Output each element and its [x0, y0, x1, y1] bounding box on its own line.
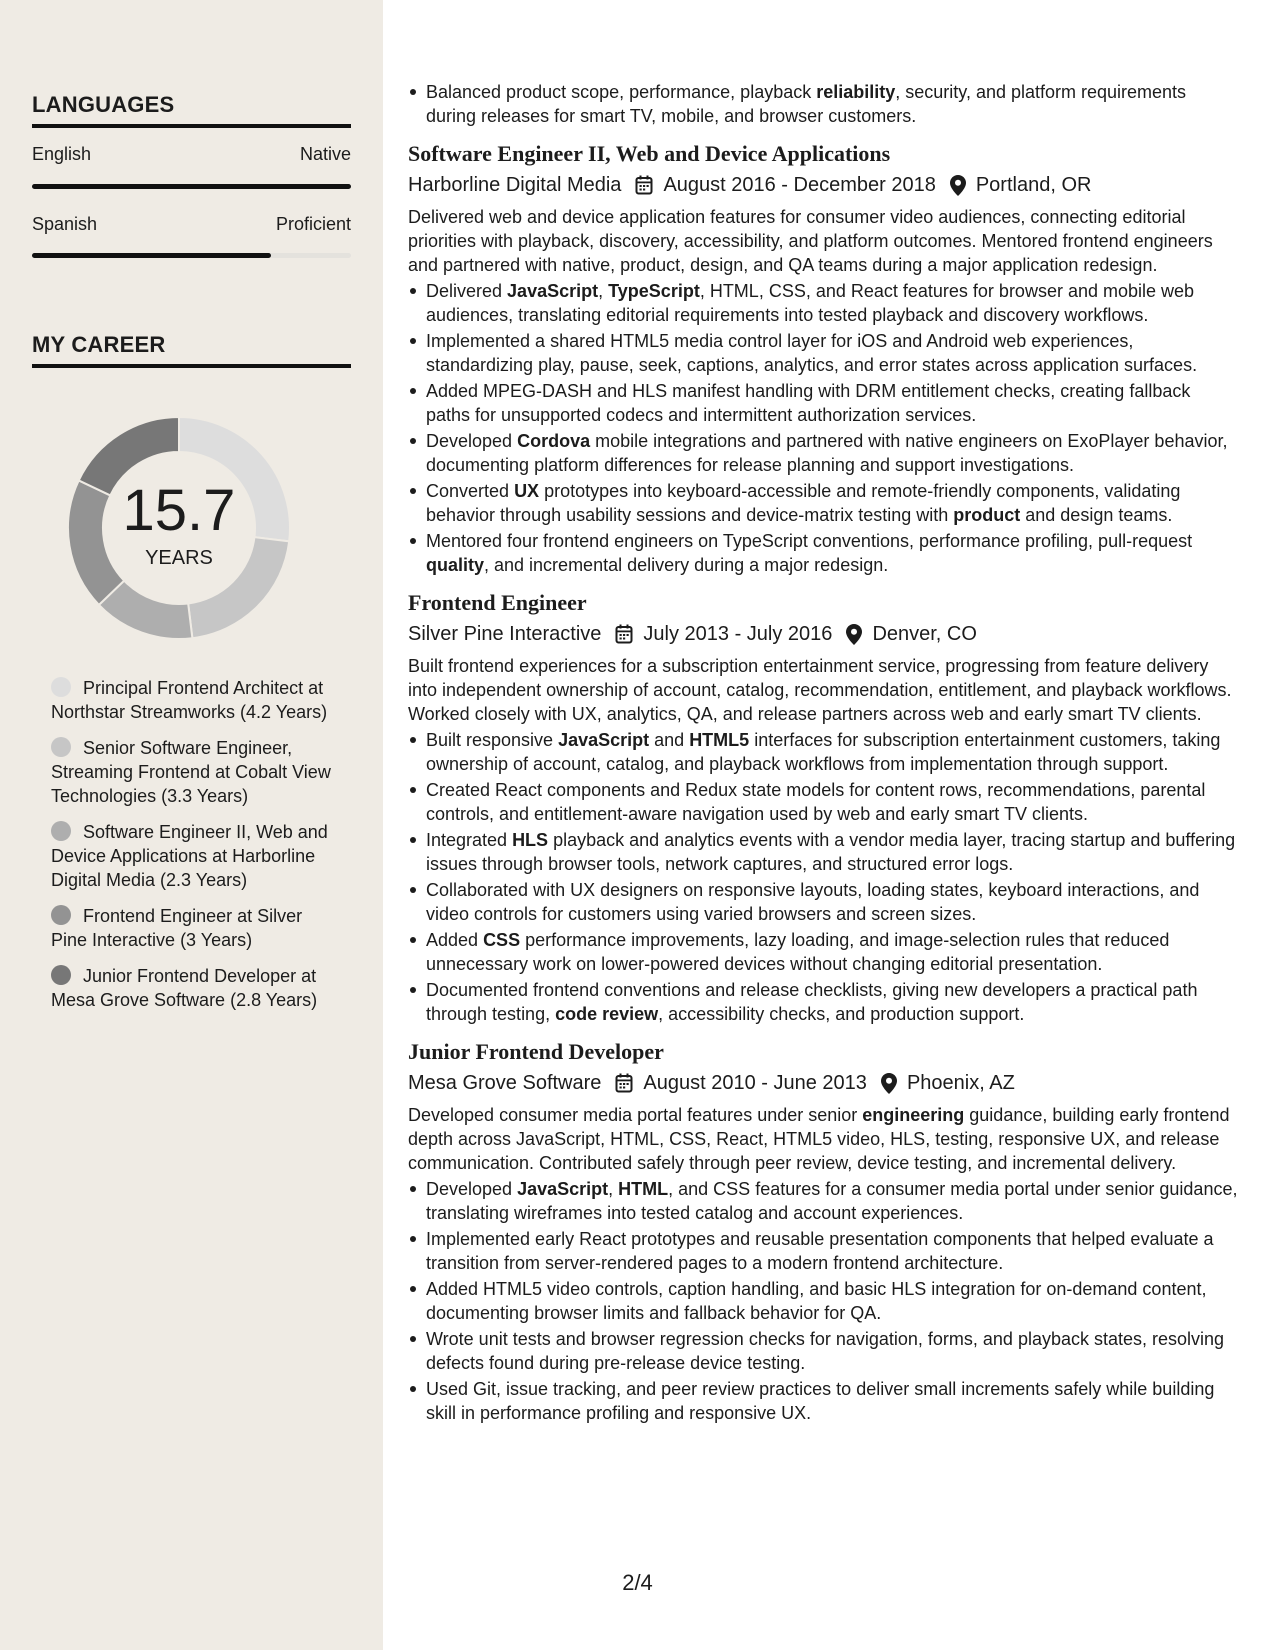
map-pin-icon [950, 175, 966, 196]
experience-list [408, 140, 1238, 1425]
career-total-years: 15.7 [122, 477, 236, 543]
donut-segment-1 [179, 417, 290, 541]
donut-segment-2 [188, 537, 289, 638]
bold-keyword: code review [555, 1004, 659, 1024]
text-run: Developed [426, 431, 518, 451]
job-location: Denver, CO [872, 623, 977, 645]
bullet-item [426, 1327, 1238, 1375]
bold-keyword: quality [426, 555, 485, 575]
text-run: Converted [426, 481, 515, 501]
job-title: Frontend Engineer [408, 590, 587, 615]
job-meta [408, 1069, 1238, 1097]
text-run: Delivered [426, 281, 508, 301]
text-run: Developed [426, 1179, 518, 1199]
job-title: Software Engineer II, Web and Device Applications [408, 141, 891, 166]
language-name: Spanish [32, 214, 98, 234]
career-legend-item [51, 736, 336, 808]
legend-dot [51, 965, 71, 985]
job-summary [408, 1103, 1238, 1175]
bullet-item [426, 1277, 1238, 1325]
bold-keyword: TypeScript [608, 281, 700, 301]
text-run: Implemented early React prototypes and reusable presentation components that helped evaluate a transition from server-rendered pages to a modern frontend architecture. [426, 1229, 1214, 1273]
bullet-item [426, 828, 1238, 876]
job-entry [408, 589, 1238, 1026]
career-legend [51, 676, 336, 1024]
sidebar [0, 0, 383, 1650]
legend-label: Junior Frontend Developer at Mesa Grove Software (2.8 Years) [51, 966, 318, 1010]
text-run: Added HTML5 video controls, caption handling, and basic HLS integration for on-demand content, documenting browser limits and fallback behavior for QA. [426, 1279, 1207, 1323]
job-dates: July 2013 - July 2016 [643, 623, 833, 645]
job-bullets [408, 279, 1238, 577]
text-run: Collaborated with UX designers on responsive layouts, loading states, keyboard interactions, and video controls for customers using varied browsers and screen sizes. [426, 880, 1200, 924]
legend-dot [51, 905, 71, 925]
legend-label: Frontend Engineer at Silver Pine Interactive (3 Years) [51, 906, 303, 950]
text-run: , and incremental delivery during a major redesign. [484, 555, 889, 575]
bullet-item [426, 279, 1238, 327]
text-run: Built responsive [426, 730, 559, 750]
bullet-item [426, 529, 1238, 577]
bullet-item [426, 928, 1238, 976]
bullet-item [426, 778, 1238, 826]
company-name: Mesa Grove Software [408, 1072, 602, 1094]
language-row-spanish [32, 214, 351, 235]
text-run: , [608, 1179, 619, 1199]
calendar-icon [635, 175, 653, 195]
bullet-item [426, 80, 1238, 128]
job-bullets [408, 1177, 1238, 1425]
language-row-english [32, 144, 351, 165]
language-level: Proficient [275, 214, 351, 234]
language-bar-fill [32, 184, 351, 189]
bullet-item [426, 1227, 1238, 1275]
legend-dot [51, 677, 71, 697]
bullet-item [426, 379, 1238, 427]
job-summary: Built frontend experiences for a subscription entertainment service, progressing from feature delivery into independent ownership of account, catalog, recommendation, entitlement, and playback workflows. Worked closely with UX, analytics, QA, and release partners across web and early smart TV clients. [408, 656, 1232, 724]
bold-keyword: JavaScript [517, 1179, 609, 1199]
legend-label: Principal Frontend Architect at Northstar Streamworks (4.2 Years) [51, 678, 328, 722]
text-run: mobile integrations and partnered with native engineers on ExoPlayer behavior, documenting platform differences for release planning and support investigations. [426, 431, 1228, 475]
career-heading: MY CAREER [32, 332, 351, 368]
donut-segment-4 [68, 480, 124, 604]
text-run: , security, and platform requirements during releases for smart TV, mobile, and browser customers. [426, 82, 1187, 126]
carryover-bullets [408, 80, 1238, 128]
bold-keyword: HTML5 [689, 730, 750, 750]
job-entry [408, 1038, 1238, 1425]
bold-keyword: product [953, 505, 1021, 525]
job-summary: Delivered web and device application features for consumer video audiences, connecting editorial priorities with playback, discovery, accessibility, and platform outcomes. Mentored frontend engineers and partnered with native, product, design, and QA teams during a major application redesign. [408, 207, 1213, 275]
career-donut-chart [66, 415, 292, 641]
languages-heading: LANGUAGES [32, 92, 351, 128]
legend-label: Software Engineer II, Web and Device Applications at Harborline Digital Media (2.3 Years) [51, 822, 328, 890]
text-run: Documented frontend conventions and release checklists, giving new developers a practical path through testing, [426, 980, 1198, 1024]
text-run: , and CSS features for a consumer media portal under senior guidance, translating wireframes into tested catalog and account experiences. [426, 1179, 1238, 1223]
legend-label: Senior Software Engineer, Streaming Frontend at Cobalt View Technologies (3.3 Years) [51, 738, 331, 806]
text-run: Implemented a shared HTML5 media control layer for iOS and Android web experiences, standardizing play, pause, seek, captions, analytics, and error states across application surfaces. [426, 331, 1198, 375]
text-run: Added [426, 930, 484, 950]
bullet-item [426, 479, 1238, 527]
language-bar-english [32, 184, 351, 189]
page-number: 2/4 [622, 1570, 653, 1595]
bold-keyword: JavaScript [558, 730, 650, 750]
text-run: , accessibility checks, and production support. [658, 1004, 1025, 1024]
company-name: Harborline Digital Media [408, 174, 622, 196]
bullet-item [426, 1377, 1238, 1425]
legend-dot [51, 737, 71, 757]
text-run: and [649, 730, 690, 750]
calendar-icon [615, 1073, 633, 1093]
language-bar-spanish [32, 253, 351, 258]
donut-segment-5 [79, 417, 179, 495]
bullet-item [426, 329, 1238, 377]
language-name: English [32, 144, 92, 164]
map-pin-icon [881, 1073, 897, 1094]
bold-keyword: CSS [483, 930, 521, 950]
bold-keyword: engineering [862, 1105, 965, 1125]
job-entry [408, 140, 1238, 577]
job-dates: August 2016 - December 2018 [663, 174, 936, 196]
text-run: , [598, 281, 609, 301]
company-name: Silver Pine Interactive [408, 623, 602, 645]
text-run: Wrote unit tests and browser regression checks for navigation, forms, and playback states, resolving defects found during pre-release device testing. [426, 1329, 1225, 1373]
calendar-icon [615, 624, 633, 644]
language-level: Native [299, 144, 351, 164]
text-run: Created React components and Redux state models for content rows, recommendations, parental controls, and entitlement-aware navigation used by web and early smart TV clients. [426, 780, 1206, 824]
text-run: Added MPEG-DASH and HLS manifest handling with DRM entitlement checks, creating fallback paths for unsupported codecs and intermittent authorization services. [426, 381, 1191, 425]
text-run: prototypes into keyboard-accessible and remote-friendly components, validating behavior through usability sessions and device-matrix testing with [426, 481, 1181, 525]
text-run: , HTML, CSS, and React features for browser and mobile web audiences, translating editorial requirements into tested playback and discovery workflows. [426, 281, 1195, 325]
job-title: Junior Frontend Developer [408, 1039, 664, 1064]
job-meta [408, 171, 1238, 199]
career-legend-item [51, 964, 336, 1012]
career-legend-item [51, 904, 336, 952]
legend-dot [51, 821, 71, 841]
text-run: Integrated [426, 830, 513, 850]
bold-keyword: HTML [618, 1179, 669, 1199]
text-run: playback and analytics events with a vendor media layer, tracing startup and buffering issues through browser tools, network captures, and structured error logs. [426, 830, 1236, 874]
bullet-item [426, 728, 1238, 776]
bold-keyword: reliability [816, 82, 896, 102]
text-run: Developed consumer media portal features under senior [408, 1105, 863, 1125]
career-legend-item [51, 820, 336, 892]
text-run: performance improvements, lazy loading, and image-selection rules that reduced unnecessary work on lower-powered devices without changing editorial presentation. [426, 930, 1170, 974]
bold-keyword: UX [514, 481, 540, 501]
job-dates: August 2010 - June 2013 [643, 1072, 867, 1094]
main-content [408, 80, 1238, 1427]
bold-keyword: HLS [512, 830, 549, 850]
bold-keyword: Cordova [517, 431, 591, 451]
job-location: Phoenix, AZ [906, 1072, 1015, 1094]
bullet-item [426, 429, 1238, 477]
text-run: Used Git, issue tracking, and peer review practices to deliver small increments safely while building skill in performance profiling and responsive UX. [426, 1379, 1215, 1423]
text-run: and design teams. [1020, 505, 1173, 525]
job-meta [408, 620, 1238, 648]
job-location: Portland, OR [975, 174, 1092, 196]
job-bullets [408, 728, 1238, 1026]
bold-keyword: JavaScript [507, 281, 599, 301]
bullet-item [426, 1177, 1238, 1225]
career-legend-item [51, 676, 336, 724]
text-run: guidance, building early frontend depth across JavaScript, HTML, CSS, React, HTML5 video, HLS, testing, responsive UX, and release communication. Contributed safely through peer review, device testing, and incremental delivery. [408, 1105, 1230, 1173]
text-run: Mentored four frontend engineers on TypeScript conventions, performance profiling, pull-request [426, 531, 1193, 551]
text-run: interfaces for subscription entertainment customers, taking ownership of account, catalog, and playback workflows from implementation through support. [426, 730, 1221, 774]
bullet-item [426, 978, 1238, 1026]
bullet-item [426, 878, 1238, 926]
map-pin-icon [846, 624, 862, 645]
career-total-unit: YEARS [145, 546, 213, 569]
language-bar-fill [32, 253, 271, 258]
text-run: Balanced product scope, performance, playback [426, 82, 817, 102]
